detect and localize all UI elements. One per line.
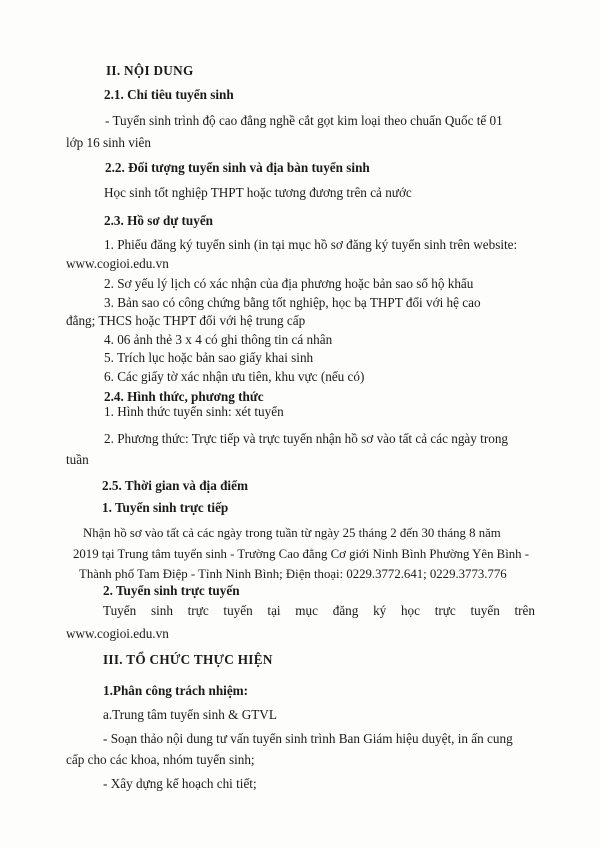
section-2-5-paragraph-2b: www.cogioi.edu.vn — [66, 626, 169, 641]
section-2-1-heading: 2.1. Chỉ tiêu tuyển sinh — [104, 87, 234, 102]
section-2-5-paragraph-2a: Tuyển sinh trực tuyến tại mục đăng ký học trực tuyến trên — [103, 603, 535, 618]
section-2-5-paragraph-1b: 2019 tại Trung tâm tuyển sinh - Trường Cao đẳng Cơ giới Ninh Bình Phường Yên Bình - — [73, 547, 530, 561]
section-2-4-line-1: 1. Hình thức tuyển sinh: xét tuyển — [104, 404, 284, 419]
section-3-1-line-1b: cấp cho các khoa, nhóm tuyển sinh; — [66, 752, 255, 767]
section-2-2-heading: 2.2. Đối tượng tuyển sinh và địa bàn tuyển sinh — [105, 160, 370, 175]
section-2-1-line-1: - Tuyển sinh trình độ cao đẳng nghề cắt gọt kim loại theo chuẩn Quốc tế 01 — [105, 113, 503, 128]
section-2-5-heading: 2.5. Thời gian và địa điểm — [102, 478, 248, 493]
section-3-heading: III. TỔ CHỨC THỰC HIỆN — [103, 652, 273, 667]
section-3-1-line-1a: - Soạn thảo nội dung tư vấn tuyển sinh trình Ban Giám hiệu duyệt, in ấn cung — [103, 731, 513, 746]
section-2-3-item-1b: www.cogioi.edu.vn — [66, 256, 169, 271]
section-2-3-item-6: 6. Các giấy tờ xác nhận ưu tiên, khu vực (nếu có) — [104, 369, 365, 384]
section-2-heading: II. NỘI DUNG — [106, 63, 194, 78]
section-2-4-heading: 2.4. Hình thức, phương thức — [104, 389, 264, 404]
section-2-3-heading: 2.3. Hồ sơ dự tuyển — [104, 213, 214, 228]
section-3-1-heading: 1.Phân công trách nhiệm: — [103, 683, 249, 698]
section-2-2-line-1: Học sinh tốt nghiệp THPT hoặc tương đương trên cả nước — [104, 185, 412, 200]
section-2-1-line-2: lớp 16 sinh viên — [66, 135, 151, 150]
section-2-5-subheading-online: 2. Tuyển sinh trực tuyến — [103, 583, 240, 598]
section-2-3-item-4: 4. 06 ảnh thẻ 3 x 4 có ghi thông tin cá nhân — [104, 332, 333, 347]
section-3-1-line-2: - Xây dựng kế hoạch chi tiết; — [103, 776, 257, 791]
section-3-1-subheading-a: a.Trung tâm tuyển sinh & GTVL — [103, 707, 277, 722]
section-2-5-paragraph-1a: Nhận hồ sơ vào tất cả các ngày trong tuần từ ngày 25 tháng 2 đến 30 tháng 8 năm — [83, 526, 501, 540]
section-2-5-paragraph-1c: Thành phố Tam Điệp - Tỉnh Ninh Bình; Điện thoại: 0229.3772.641; 0229.3773.776 — [79, 567, 507, 581]
section-2-3-item-3a: 3. Bản sao có công chứng bằng tốt nghiệp, học bạ THPT đối với hệ cao — [104, 295, 481, 310]
section-2-3-item-2: 2. Sơ yếu lý lịch có xác nhận của địa phương hoặc bản sao sổ hộ khẩu — [104, 276, 474, 291]
section-2-4-line-2b: tuần — [66, 452, 89, 467]
section-2-3-item-3b: đẳng; THCS hoặc THPT đối với hệ trung cấp — [66, 313, 306, 328]
section-2-3-item-5: 5. Trích lục hoặc bản sao giấy khai sinh — [104, 350, 314, 365]
section-2-3-item-1a: 1. Phiếu đăng ký tuyển sinh (in tại mục hồ sơ đăng ký tuyển sinh trên website: — [104, 237, 518, 252]
section-2-5-subheading-direct: 1. Tuyển sinh trực tiếp — [102, 500, 229, 515]
section-2-4-line-2a: 2. Phương thức: Trực tiếp và trực tuyến nhận hồ sơ vào tất cả các ngày trong — [104, 431, 509, 446]
